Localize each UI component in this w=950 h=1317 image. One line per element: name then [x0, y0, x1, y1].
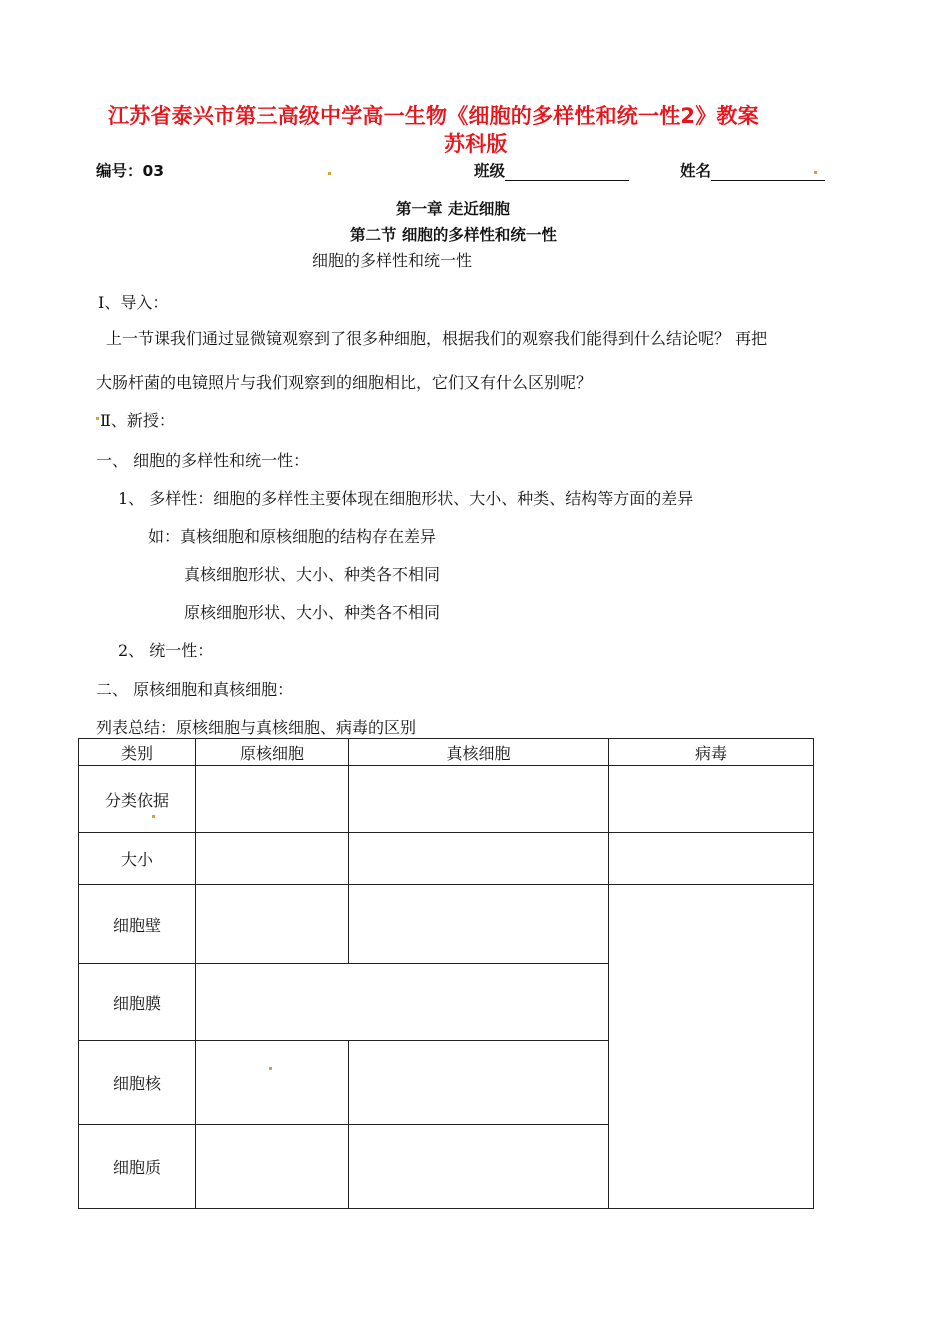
table-cell-merged	[196, 964, 609, 1041]
header-category: 类别	[79, 739, 196, 766]
decorative-dot	[269, 1067, 272, 1070]
table-cell	[349, 766, 609, 833]
row-label-cytoplasm: 细胞质	[79, 1125, 196, 1209]
class-field	[474, 159, 629, 181]
row-label-size: 大小	[79, 833, 196, 885]
decorative-dot	[96, 417, 99, 420]
table-cell	[349, 885, 609, 964]
lesson-subtitle: 细胞的多样性和统一性	[312, 251, 473, 270]
doc-title-line1: 江苏省泰兴市第三高级中学高一生物《细胞的多样性和统一性2》教案	[108, 104, 759, 128]
table-cell	[349, 833, 609, 885]
new-lesson-heading: Ⅱ、新授：	[100, 411, 175, 430]
heading-prokaryote-eukaryote: 二、 原核细胞和真核细胞：	[96, 680, 294, 699]
table-cell	[349, 1041, 609, 1125]
decorative-dot	[328, 172, 331, 175]
row-label-cell-membrane: 细胞膜	[79, 964, 196, 1041]
name-blank	[711, 164, 825, 181]
table-caption: 列表总结：原核细胞与真核细胞、病毒的区别	[96, 718, 417, 737]
table-cell	[196, 885, 349, 964]
section-heading: 第二节 细胞的多样性和统一性	[350, 226, 557, 244]
header-prokaryote: 原核细胞	[196, 739, 349, 766]
table-cell	[609, 833, 814, 885]
decorative-dot	[814, 171, 817, 174]
chapter-heading: 第一章 走近细胞	[396, 200, 510, 218]
item-diversity: 1、 多样性：细胞的多样性主要体现在细胞形状、大小、种类、结构等方面的差异	[118, 489, 694, 508]
row-label-cell-wall: 细胞壁	[79, 885, 196, 964]
name-label: 姓名	[680, 162, 712, 180]
row-label-nucleus: 细胞核	[79, 1041, 196, 1125]
intro-paragraph-2: 大肠杆菌的电镜照片与我们观察到的细胞相比，它们又有什么区别呢？	[96, 373, 593, 392]
table-cell	[196, 766, 349, 833]
name-field	[680, 159, 825, 181]
number-label: 编号：03	[96, 162, 165, 180]
table-row	[79, 885, 814, 964]
intro-heading: Ⅰ、导入：	[98, 293, 169, 312]
example-1: 如：真核细胞和原核细胞的结构存在差异	[148, 527, 437, 546]
table-cell-virus-merged	[609, 885, 814, 1209]
intro-paragraph-1: 上一节课我们通过显微镜观察到了很多种细胞，根据我们的观察我们能得到什么结论呢？ 再把	[106, 329, 768, 348]
heading-diversity-unity: 一、 细胞的多样性和统一性：	[96, 451, 310, 470]
decorative-dot	[152, 815, 155, 818]
table-cell	[196, 1125, 349, 1209]
table-row	[79, 833, 814, 885]
class-blank	[505, 164, 629, 181]
table-row	[79, 766, 814, 833]
example-2: 真核细胞形状、大小、种类各不相同	[184, 565, 441, 584]
doc-title-line2: 苏科版	[444, 132, 508, 156]
table-header-row	[79, 739, 814, 766]
item-unity: 2、 统一性：	[118, 641, 214, 660]
table-cell	[196, 1041, 349, 1125]
table-cell	[609, 766, 814, 833]
table-cell	[196, 833, 349, 885]
header-virus: 病毒	[609, 739, 814, 766]
class-label: 班级	[474, 162, 506, 180]
example-3: 原核细胞形状、大小、种类各不相同	[184, 603, 441, 622]
comparison-table	[78, 738, 814, 1209]
header-eukaryote: 真核细胞	[349, 739, 609, 766]
table-cell	[349, 1125, 609, 1209]
row-label-classification: 分类依据	[79, 766, 196, 833]
